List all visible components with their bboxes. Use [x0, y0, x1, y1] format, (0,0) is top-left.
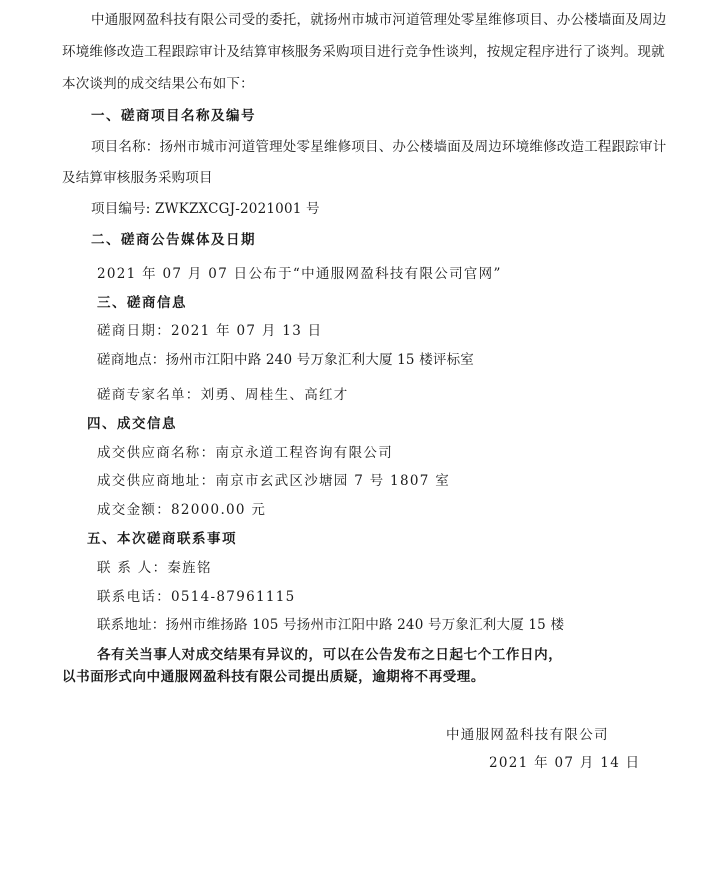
intro-line-2: 环境维修改造工程跟踪审计及结算审核服务采购项目进行竞争性谈判，按规定程序进行了谈判。现就: [62, 44, 665, 60]
contact-phone: 联系电话：0514-87961115: [97, 589, 296, 605]
objection-notice-line-1: 各有关当事人对成交结果有异议的，可以在公告发布之日起七个工作日内，: [97, 647, 563, 663]
project-name-line-2: 及结算审核服务采购项目: [62, 170, 213, 186]
signature-date: 2021 年 07 月 14 日: [489, 755, 641, 771]
contact-person: 联 系 人：秦旌铭: [97, 560, 212, 576]
winning-supplier-address: 成交供应商地址：南京市玄武区沙塘园 7 号 1807 室: [97, 473, 451, 489]
transaction-amount: 成交金额：82000.00 元: [97, 502, 267, 518]
announcement-media-date: 2021 年 07 月 07 日公布于“中通服网盈科技有限公司官网”: [97, 266, 502, 282]
section-4-heading: 四、成交信息: [87, 416, 177, 432]
objection-notice-line-2: 以书面形式向中通服网盈科技有限公司提出质疑，逾期将不再受理。: [62, 669, 485, 685]
project-code: 项目编号: ZWKZXCGJ-2021001 号: [91, 201, 320, 217]
contact-address: 联系地址：扬州市维扬路 105 号扬州市江阳中路 240 号万象汇利大厦 15 楼: [97, 617, 565, 633]
section-2-heading: 二、磋商公告媒体及日期: [91, 232, 256, 248]
signature-company: 中通服网盈科技有限公司: [446, 727, 609, 743]
section-1-heading: 一、磋商项目名称及编号: [91, 108, 256, 124]
section-3-heading: 三、磋商信息: [97, 295, 187, 311]
intro-line-3: 本次谈判的成交结果公布如下：: [62, 76, 254, 92]
negotiation-location: 磋商地点：扬州市江阳中路 240 号万象汇利大厦 15 楼评标室: [97, 352, 475, 368]
negotiation-date: 磋商日期：2021 年 07 月 13 日: [97, 323, 323, 339]
winning-supplier-name: 成交供应商名称：南京永道工程咨询有限公司: [97, 445, 393, 461]
expert-list: 磋商专家名单：刘勇、周桂生、高红才: [97, 387, 349, 403]
intro-line-1: 中通服网盈科技有限公司受的委托，就扬州市城市河道管理处零星维修项目、办公楼墙面及周边: [91, 12, 667, 28]
section-5-heading: 五、本次磋商联系事项: [87, 531, 237, 547]
project-name-line-1: 项目名称：扬州市城市河道管理处零星维修项目、办公楼墙面及周边环境维修改造工程跟踪审计: [91, 139, 667, 155]
